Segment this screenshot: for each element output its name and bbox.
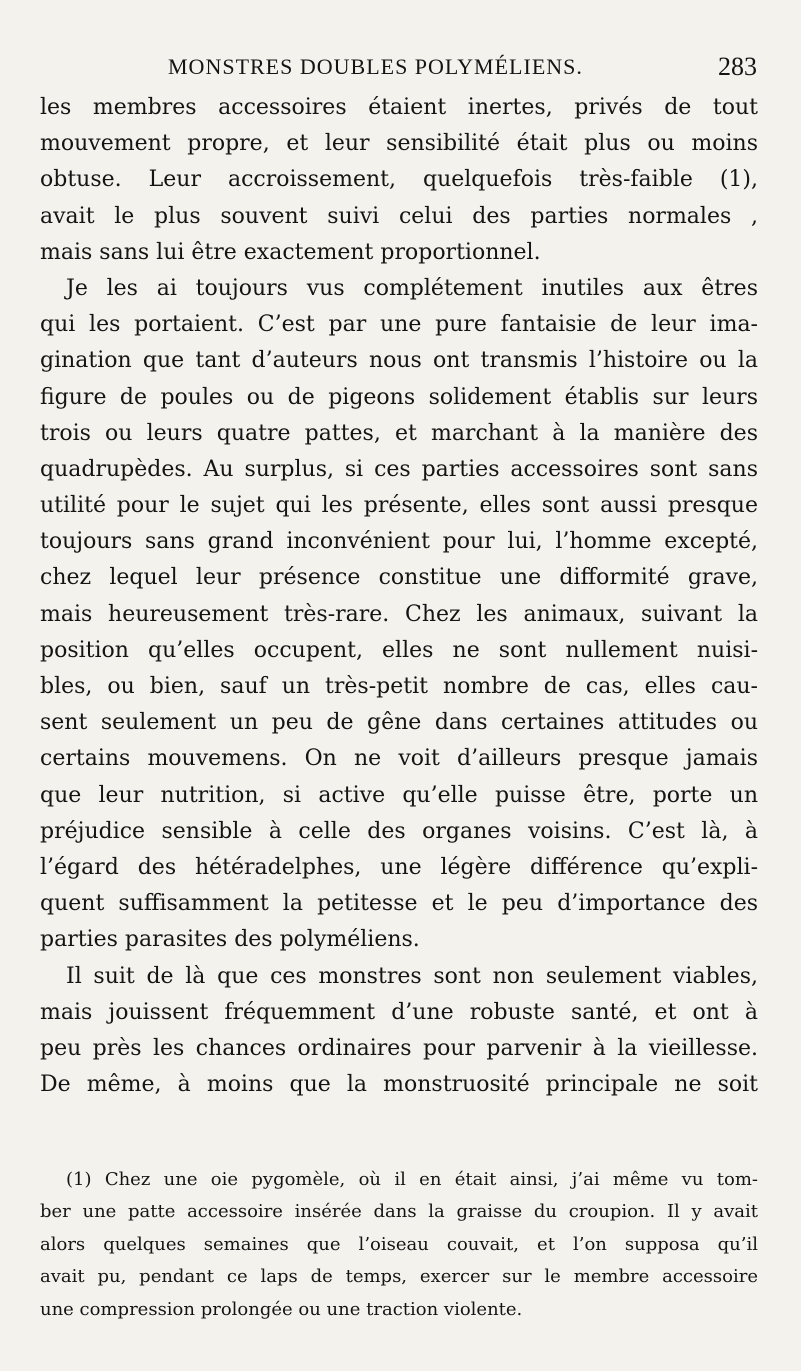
text-line: utilité pour le sujet qui les présente, elles sont aussi presque (40, 493, 758, 519)
footnote-line: une compression prolongée ou une traction violente. (40, 1298, 523, 1320)
text-line: quent suffisamment la petitesse et le peu d’importance des (40, 891, 758, 917)
text-line: mais sans lui être exactement proportionnel. (40, 239, 541, 265)
footnote-line: ber une patte accessoire insérée dans la graisse du croupion. Il y avait (40, 1201, 758, 1223)
text-line: mais heureusement très-rare. Chez les animaux, suivant la (40, 601, 758, 627)
text-line: De même, à moins que la monstruosité principale ne soit (40, 1072, 758, 1098)
text-line: toujours sans grand inconvénient pour lui, l’homme excepté, (40, 529, 758, 555)
footnote-line: (1) Chez une oie pygomèle, où il en était ainsi, j’ai même vu tom- (66, 1169, 758, 1190)
footnote-line: avait pu, pendant ce laps de temps, exercer sur le membre accessoire (40, 1266, 758, 1288)
text-line: chez lequel leur présence constitue une difformité grave, (40, 565, 758, 591)
text-line: avait le plus souvent suivi celui des parties normales , (40, 203, 758, 229)
text-line: préjudice sensible à celle des organes voisins. C’est là, à (40, 818, 758, 844)
text-line: Je les ai toujours vus complétement inutiles aux êtres (66, 275, 758, 301)
footnote-line: alors quelques semaines que l’oiseau couvait, et l’on supposa qu’il (40, 1233, 758, 1255)
text-line: mais jouissent fréquemment d’une robuste santé, et ont à (40, 999, 758, 1025)
text-line: figure de poules ou de pigeons solidement établis sur leurs (40, 384, 758, 410)
text-line: l’égard des hétéradelphes, une légère différence qu’expli- (40, 854, 758, 880)
text-line: parties parasites des polyméliens. (40, 927, 420, 953)
text-line: sent seulement un peu de gêne dans certaines attitudes ou (40, 710, 758, 736)
text-line: trois ou leurs quatre pattes, et marchant à la manière des (40, 420, 758, 446)
text-line: mouvement propre, et leur sensibilité était plus ou moins (40, 131, 758, 157)
text-line: que leur nutrition, si active qu’elle puisse être, porte un (40, 782, 758, 808)
text-line: quadrupèdes. Au surplus, si ces parties accessoires sont sans (40, 456, 758, 482)
footnote (40, 1164, 758, 1326)
text-line: position qu’elles occupent, elles ne sont nullement nuisi- (40, 637, 758, 663)
page-header (0, 50, 801, 84)
text-line: les membres accessoires étaient inertes, privés de tout (40, 95, 758, 120)
text-line: qui les portaient. C’est par une pure fantaisie de leur ima- (40, 312, 758, 338)
text-line: Il suit de là que ces monstres sont non seulement viables, (66, 963, 758, 989)
text-line: peu près les chances ordinaires pour parvenir à la vieillesse. (40, 1035, 758, 1061)
text-line: gination que tant d’auteurs nous ont transmis l’histoire ou la (40, 348, 758, 374)
text-line: obtuse. Leur accroissement, quelquefois très-faible (1), (40, 167, 758, 193)
page-number: 283 (718, 52, 757, 81)
running-title: MONSTRES DOUBLES POLYMÉLIENS. (168, 54, 583, 79)
text-line: bles, ou bien, sauf un très-petit nombre de cas, elles cau- (40, 674, 758, 699)
text-line: certains mouvemens. On ne voit d’ailleurs presque jamais (40, 746, 758, 772)
body-text (40, 90, 758, 1103)
